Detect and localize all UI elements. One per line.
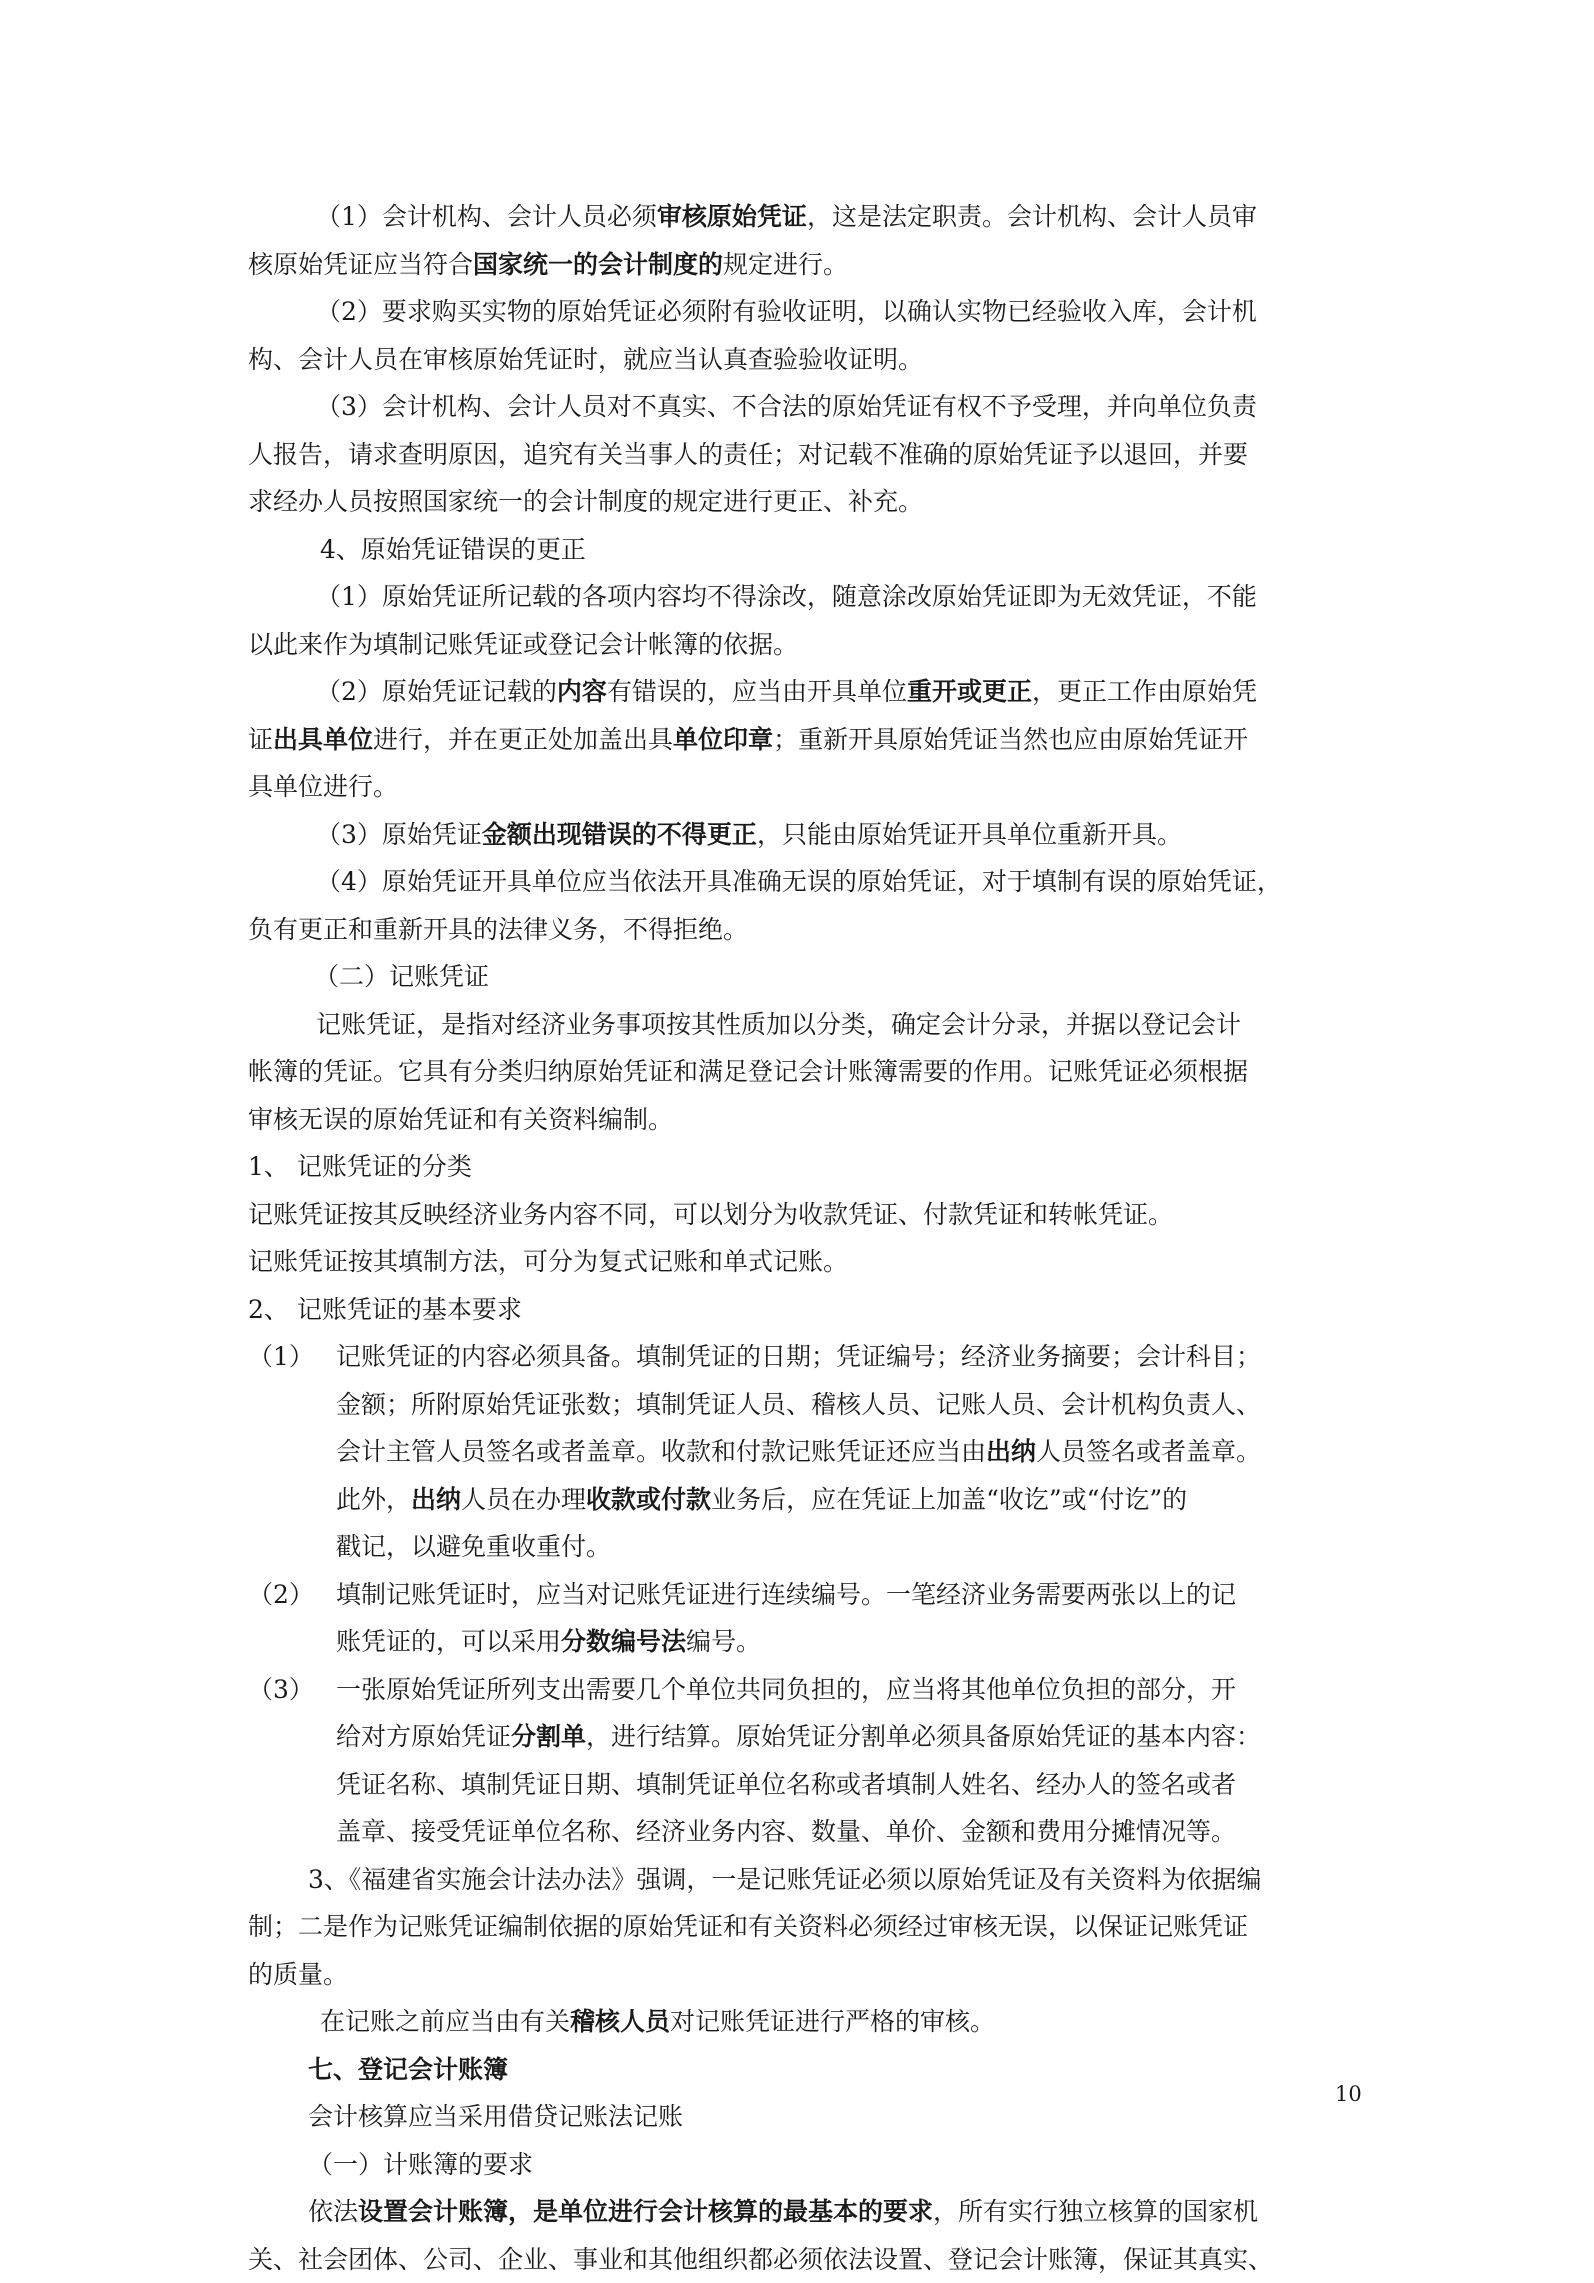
text-line (248, 1191, 1346, 1239)
text-segment: （3）原始凭证 (316, 820, 482, 849)
text-line (248, 573, 1346, 621)
text-segment: 凭证名称、填制凭证日期、填制凭证单位名称或者填制人姓名、经办人的签名或者 (336, 1770, 1236, 1799)
text-line (248, 621, 1346, 669)
bold-text: 分割单 (511, 1722, 586, 1751)
text-segment: 以此来作为填制记账凭证或登记会计帐簿的依据。 (248, 630, 798, 659)
bold-text: 出具单位 (273, 725, 373, 754)
text-segment: 记账凭证，是指对经济业务事项按其性质加以分类，确定会计分录，并据以登记会计 (316, 1010, 1241, 1039)
text-segment: （4）原始凭证开具单位应当依法开具准确无误的原始凭证，对于填制有误的原始凭证， (316, 867, 1282, 896)
text-line (248, 2188, 1346, 2236)
bold-text: 出纳 (986, 1437, 1036, 1466)
text-segment: ，这是法定职责。会计机构、会计人员审 (807, 202, 1257, 231)
text-line (248, 1381, 1346, 1429)
text-line (248, 431, 1346, 479)
text-line (248, 241, 1346, 289)
text-segment: 核原始凭证应当符合 (248, 250, 473, 279)
text-line (248, 193, 1346, 241)
bold-text: 审核原始凭证 (657, 202, 807, 231)
text-segment: 记账凭证的内容必须具备。填制凭证的日期；凭证编号；经济业务摘要；会计科目； (336, 1342, 1261, 1371)
text-segment: 4、原始凭证错误的更正 (320, 535, 586, 564)
section-heading (248, 1286, 1346, 1334)
text-segment: 的质量。 (248, 1960, 348, 1989)
text-line (248, 1808, 1346, 1856)
text-segment: （二）记账凭证 (314, 962, 489, 991)
text-line (248, 1523, 1346, 1571)
bold-text: 重开或更正 (907, 677, 1032, 706)
page-number: 10 (1335, 2082, 1362, 2106)
bold-text: 内容 (557, 677, 607, 706)
text-line (248, 2236, 1346, 2283)
bold-text: 分数编号法 (561, 1627, 686, 1656)
text-segment: 证 (248, 725, 273, 754)
text-segment: 帐簿的凭证。它具有分类归纳原始凭证和满足登记会计账簿需要的作用。记账凭证必须根据 (248, 1057, 1248, 1086)
text-segment: 人员在办理 (461, 1485, 586, 1514)
item-text (336, 1666, 1236, 1714)
text-segment: 1、 记账凭证的分类 (248, 1152, 472, 1181)
bold-text: 单位印章 (673, 725, 773, 754)
text-line (248, 2093, 1346, 2141)
text-segment: ，进行结算。原始凭证分割单必须具备原始凭证的基本内容： (586, 1722, 1261, 1751)
item-number: （1） (248, 1333, 336, 1381)
text-line (248, 1761, 1346, 1809)
text-segment: （1）会计机构、会计人员必须 (316, 202, 657, 231)
text-segment: 会计核算应当采用借贷记账法记账 (308, 2102, 683, 2131)
text-line (248, 906, 1346, 954)
text-line (248, 716, 1346, 764)
text-line (248, 1903, 1346, 1951)
text-line (248, 668, 1346, 716)
text-segment: 规定进行。 (723, 250, 848, 279)
text-line (248, 1096, 1346, 1144)
text-line (248, 1856, 1346, 1904)
bold-text: 七、登记会计账簿 (308, 2055, 508, 2084)
text-line (248, 478, 1346, 526)
text-line (248, 1618, 1346, 1666)
text-segment: （1）原始凭证所记载的各项内容均不得涂改，随意涂改原始凭证即为无效凭证，不能 (316, 582, 1257, 611)
text-segment: ，更正工作由原始凭 (1032, 677, 1257, 706)
bold-text: 出纳 (411, 1485, 461, 1514)
text-segment: 戳记，以避免重收重付。 (336, 1532, 611, 1561)
text-segment: 给对方原始凭证 (336, 1722, 511, 1751)
numbered-item (248, 1666, 1346, 1714)
item-number: （3） (248, 1666, 336, 1714)
text-segment: 业务后，应在凭证上加盖“收讫”或“付讫”的 (711, 1485, 1187, 1514)
text-line (248, 1476, 1346, 1524)
text-segment: 进行，并在更正处加盖出具 (373, 725, 673, 754)
text-segment: 构、会计人员在审核原始凭证时，就应当认真查验验收证明。 (248, 345, 923, 374)
text-segment: （3）会计机构、会计人员对不真实、不合法的原始凭证有权不予受理，并向单位负责 (316, 392, 1257, 421)
text-segment: 编号。 (686, 1627, 761, 1656)
bold-text: 收款或付款 (586, 1485, 711, 1514)
text-segment: 求经办人员按照国家统一的会计制度的规定进行更正、补充。 (248, 487, 923, 516)
text-segment: 负有更正和重新开具的法律义务，不得拒绝。 (248, 915, 748, 944)
text-line (248, 1428, 1346, 1476)
text-segment: （2）要求购买实物的原始凭证必须附有验收证明，以确认实物已经验收入库，会计机 (316, 297, 1257, 326)
text-line (248, 811, 1346, 859)
text-segment: 制；二是作为记账凭证编制依据的原始凭证和有关资料必须经过审核无误，以保证记账凭证 (248, 1912, 1248, 1941)
item-number: （2） (248, 1571, 336, 1619)
text-line (248, 1001, 1346, 1049)
section-heading (248, 526, 1346, 574)
text-segment: 依法 (308, 2197, 358, 2226)
text-line (248, 1048, 1346, 1096)
section-heading (248, 1143, 1346, 1191)
text-line (248, 1998, 1346, 2046)
text-line (248, 336, 1346, 384)
bold-text: 国家统一的会计制度的 (473, 250, 723, 279)
numbered-item (248, 1571, 1346, 1619)
text-segment: 此外， (336, 1485, 411, 1514)
text-line (248, 1951, 1346, 1999)
text-segment: 对记账凭证进行严格的审核。 (670, 2007, 995, 2036)
bold-text: 金额出现错误的不得更正 (482, 820, 757, 849)
text-segment: 填制记账凭证时，应当对记账凭证进行连续编号。一笔经济业务需要两张以上的记 (336, 1580, 1236, 1609)
text-segment: 在记账之前应当由有关 (320, 2007, 570, 2036)
text-segment: 3、《福建省实施会计法办法》强调，一是记账凭证必须以原始凭证及有关资料为依据编 (308, 1865, 1261, 1894)
text-segment: 一张原始凭证所列支出需要几个单位共同负担的，应当将其他单位负担的部分，开 (336, 1675, 1236, 1704)
numbered-item (248, 1333, 1346, 1381)
text-segment: 审核无误的原始凭证和有关资料编制。 (248, 1105, 673, 1134)
section-heading (248, 2141, 1346, 2189)
body-text (248, 193, 1346, 2283)
text-segment: 人员签名或者盖章。 (1036, 1437, 1261, 1466)
bold-text: 设置会计账簿，是单位进行会计核算的最基本的要求 (358, 2197, 933, 2226)
section-heading (248, 953, 1346, 1001)
text-segment: 金额；所附原始凭证张数；填制凭证人员、稽核人员、记账人员、会计机构负责人、 (336, 1390, 1261, 1419)
text-segment: 2、 记账凭证的基本要求 (248, 1295, 522, 1324)
text-segment: 有错误的，应当由开具单位 (607, 677, 907, 706)
text-line (248, 288, 1346, 336)
text-line (248, 1713, 1346, 1761)
bold-text: 稽核人员 (570, 2007, 670, 2036)
chapter-heading (248, 2046, 1346, 2094)
text-segment: 关、社会团体、公司、企业、事业和其他组织都必须依法设置、登记会计账簿，保证其真实、 (248, 2245, 1273, 2274)
text-line (248, 858, 1346, 906)
text-segment: 人报告，请求查明原因，追究有关当事人的责任；对记载不准确的原始凭证予以退回，并要 (248, 440, 1248, 469)
text-segment: ，只能由原始凭证开具单位重新开具。 (757, 820, 1182, 849)
text-segment: 记账凭证按其反映经济业务内容不同，可以划分为收款凭证、付款凭证和转帐凭证。 (248, 1200, 1173, 1229)
text-segment: 账凭证的，可以采用 (336, 1627, 561, 1656)
item-text (336, 1333, 1261, 1381)
text-segment: （一）计账簿的要求 (308, 2150, 533, 2179)
text-segment: ，所有实行独立核算的国家机 (933, 2197, 1258, 2226)
text-segment: 盖章、接受凭证单位名称、经济业务内容、数量、单价、金额和费用分摊情况等。 (336, 1817, 1236, 1846)
text-line (248, 1238, 1346, 1286)
text-line (248, 763, 1346, 811)
text-line (248, 383, 1346, 431)
text-segment: （2）原始凭证记载的 (316, 677, 557, 706)
text-segment: 记账凭证按其填制方法，可分为复式记账和单式记账。 (248, 1247, 848, 1276)
text-segment: 具单位进行。 (248, 772, 398, 801)
item-text (336, 1571, 1236, 1619)
text-segment: ；重新开具原始凭证当然也应由原始凭证开 (773, 725, 1248, 754)
text-segment: 会计主管人员签名或者盖章。收款和付款记账凭证还应当由 (336, 1437, 986, 1466)
